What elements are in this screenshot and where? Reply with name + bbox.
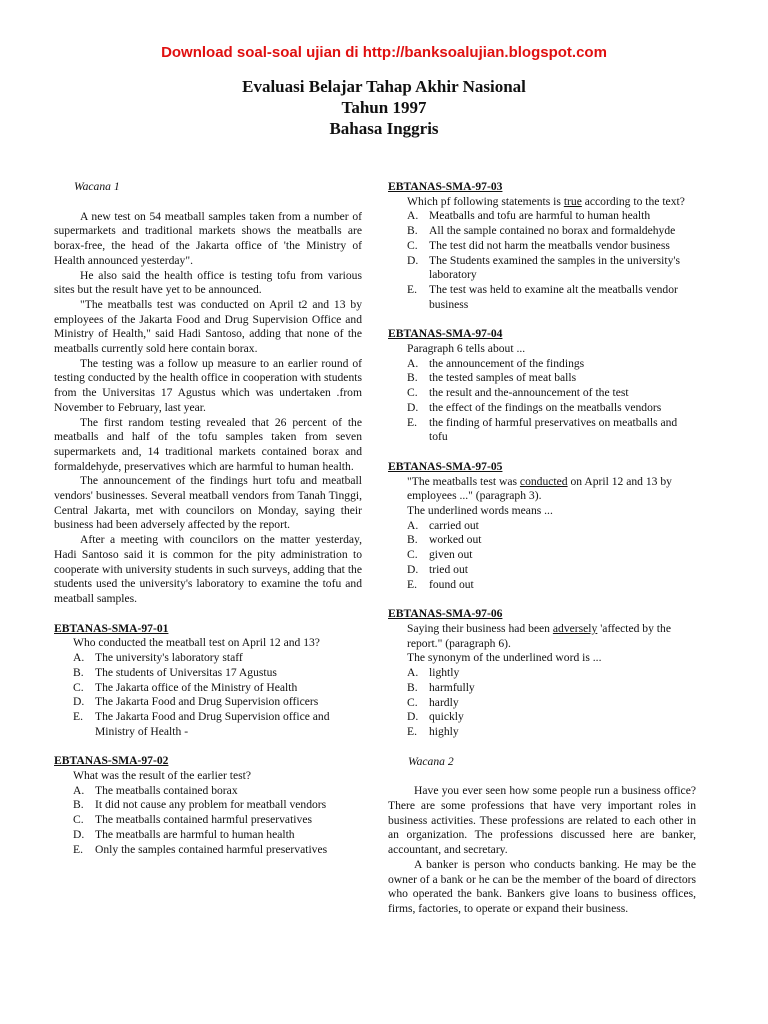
answer-options [388, 519, 696, 593]
wacana-1-paragraph: The first random testing revealed that 26 percent of the meatballs and half of the tofu samples taken from seven supermarkets and, 14 traditional markets contained borax and formaldehyde, preservatives which are harmful to human health. [54, 415, 362, 473]
answer-option: A. carried out [407, 518, 479, 532]
question-text: Who conducted the meatball test on April 12 and 13? [73, 636, 320, 650]
underlined-word: adversely [552, 621, 598, 635]
wacana-1-paragraph: He also said the health office is testing tofu from various sites but the result have yet to be announced. [54, 268, 362, 297]
answer-option: E. The test was held to examine alt the meatballs vendor business [407, 282, 678, 311]
answer-option: A. The meatballs contained borax [73, 783, 238, 797]
question-id: EBTANAS-SMA-97-03 [388, 180, 503, 193]
answer-option: B. harmfully [407, 680, 475, 694]
answer-option: A. the announcement of the findings [407, 356, 585, 370]
answer-option: E. found out [407, 577, 474, 591]
answer-options [388, 357, 696, 445]
question-97-06 [388, 607, 696, 739]
answer-option: A. The university's laboratory staff [73, 651, 243, 665]
answer-option: C. The Jakarta office of the Ministry of Health [73, 680, 298, 694]
question-97-01 [54, 622, 362, 740]
answer-option: D. the effect of the findings on the meatballs vendors [407, 400, 662, 414]
question-text: What was the result of the earlier test? [73, 769, 252, 783]
answer-option: B. the tested samples of meat balls [407, 371, 577, 385]
wacana-1-paragraph: The testing was a follow up measure to an earlier round of testing conducted by the health office in cooperation with students from the Universitas 17 Agustus which was undertaken .from November to February, last year. [54, 356, 362, 414]
answer-option: D. The Students examined the samples in the university's laboratory [407, 253, 680, 282]
exam-title: Evaluasi Belajar Tahap Akhir Nasional [242, 77, 526, 96]
wacana-2-heading: Wacana 2 [408, 754, 454, 768]
answer-option: C. The meatballs contained harmful preservatives [73, 813, 312, 827]
answer-option: B. All the sample contained no borax and formaldehyde [407, 224, 676, 238]
answer-option: C. the result and the-announcement of the test [407, 386, 629, 400]
exam-year: Tahun 1997 [341, 98, 427, 117]
question-prompt: The synonym of the underlined word is ... [407, 651, 602, 665]
wacana-1-paragraph: After a meeting with councilors on the matter yesterday, Hadi Santoso said it is common for the pity administration to cooperate with university students in such surveys, adding that the students used the university's laboratory to examine the tofu and meatball samples. [54, 533, 362, 605]
wacana-1-paragraph: A new test on 54 meatball samples taken from a number of supermarkets and traditional markets shows the meatballs are borax-free, the head of the Jakarta office of 'the Ministry of Health announced yesterday". [54, 209, 362, 267]
underlined-word: true [563, 194, 582, 208]
question-text: "The meatballs test was conducted on April 12 and 13 by employees ..." (paragraph 3). [407, 474, 672, 503]
wacana-1-heading: Wacana 1 [74, 180, 120, 193]
answer-option: B. It did not cause any problem for meatball vendors [73, 798, 327, 812]
answer-option: B. The students of Universitas 17 Agustus [73, 665, 277, 679]
answer-option: A. Meatballs and tofu are harmful to human health [407, 209, 651, 223]
question-id: EBTANAS-SMA-97-01 [54, 621, 169, 635]
answer-option: C. The test did not harm the meatballs vendor business [407, 238, 670, 252]
answer-option: D. The meatballs are harmful to human health [73, 827, 295, 841]
question-text: Saying their business had been adversely 'affected by the report." (paragraph 6). [407, 621, 671, 650]
answer-options [388, 666, 696, 740]
answer-option: D. tried out [407, 562, 468, 576]
question-prompt: The underlined words means ... [407, 504, 553, 518]
question-97-04 [388, 327, 696, 445]
answer-option: B. worked out [407, 533, 482, 547]
answer-option: C. given out [407, 548, 473, 562]
answer-options [54, 784, 362, 858]
wacana-1-paragraph: The announcement of the findings hurt tofu and meatball vendors' businesses. Several meatball vendors from Tanah Tinggi, Central Jakarta, met with councilors on Monday, saying their business had been adversely affected by the report. [54, 474, 362, 532]
answer-option: C. hardly [407, 695, 459, 709]
answer-option: D. quickly [407, 710, 464, 724]
question-text: Which pf following statements is true according to the text? [407, 194, 685, 208]
left-column [54, 180, 362, 872]
question-97-02 [54, 754, 362, 857]
wacana-1-paragraph: "The meatballs test was conducted on April t2 and 13 by employees of the Jakarta Food and Drug Supervision Office and Ministry of Health," said Hadi Santoso, adding that none of the meatballs currently sold here contain borax. [54, 297, 362, 356]
question-97-05 [388, 460, 696, 592]
download-banner[interactable]: Download soal-soal ujian di http://banksoalujian.blogspot.com [161, 44, 607, 61]
question-id: EBTANAS-SMA-97-05 [388, 459, 503, 473]
question-id: EBTANAS-SMA-97-02 [54, 754, 169, 768]
question-text: Paragraph 6 tells about ... [407, 342, 526, 356]
question-id: EBTANAS-SMA-97-06 [388, 607, 503, 621]
wacana-2-paragraph: A banker is person who conducts banking. He may be the owner of a bank or he can be the member of the board of directors who operated the bank. Bankers give loans to business offices, firms, factories, to operate or expand their business. [388, 857, 696, 915]
exam-subject: Bahasa Inggris [329, 119, 439, 138]
answer-option: D. The Jakarta Food and Drug Supervision officers [73, 695, 319, 709]
question-id: EBTANAS-SMA-97-04 [388, 327, 503, 341]
answer-options [388, 209, 696, 312]
answer-option: E. the finding of harmful preservatives on meatballs and tofu [407, 415, 678, 444]
answer-option: E. highly [407, 724, 459, 738]
right-column [388, 180, 696, 917]
answer-option: A. lightly [407, 666, 460, 680]
answer-option: E. The Jakarta Food and Drug Supervision office and Ministry of Health - [73, 709, 330, 738]
answer-options [54, 651, 362, 739]
wacana-2-paragraph: Have you ever seen how some people run a business office? There are some professions that have very important roles in business activities. These professions are related to each other in an organization. The professions discussed here are banker, accountant, and secretary. [388, 784, 696, 857]
underlined-word: conducted [519, 474, 568, 488]
question-97-03 [388, 180, 696, 312]
answer-option: E. Only the samples contained harmful preservatives [73, 842, 328, 856]
